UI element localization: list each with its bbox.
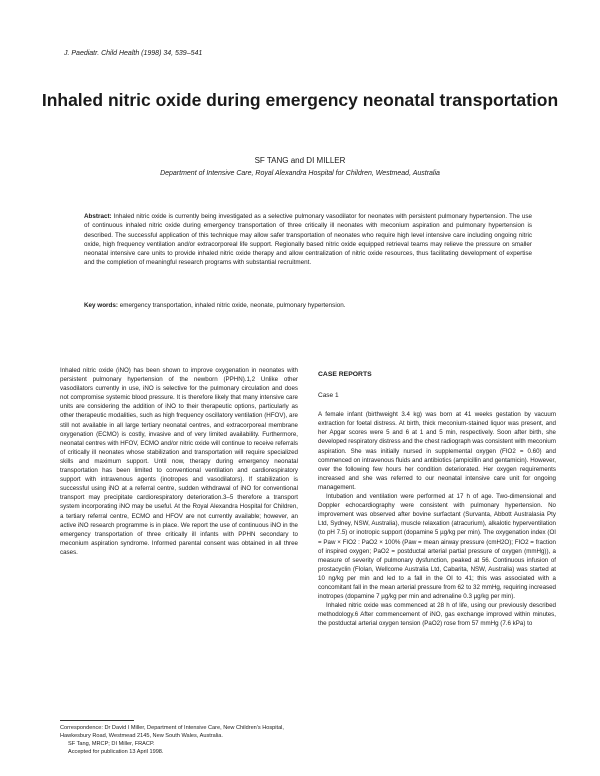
case-1-paragraph-1: A female infant (birthweight 3.4 kg) was born at 41 weeks gestation by vacuum extraction for foetal distress. At birth, thick meconium-stained liquor was present, and her Apgar scores were 5 and 6 at 1 and 5 min, respectively. Soon after birth, she developed respiratory distress and the chest radiograph was consistent with meconium aspiration. She was initially nursed in supplemental oxygen (FIO2 = 0.60) and commenced on intravenous fluids and antibiotics (ampicillin and gentamicin). However, over the following few hours her condition deteriorated. Her oxygen requirements increased and she was referred to our neonatal intensive care unit for ongoing management. (318, 411, 556, 491)
intro-paragraph: Inhaled nitric oxide (iNO) has been shown to improve oxygenation in neonates with persistent pulmonary hypertension of the newborn (PPHN).1,2 Unlike other vasodilators currently in use, iNO is selective for the pulmonary circulation and does not compromise systemic blood pressure. It is therefore likely that many intensive care units are considering the addition of iNO to their therapeutic options, particularly as other therapeutic modalities, such as high frequency oscillatory ventilation (HFOV), are still not available in all large tertiary neonatal centres, and extracorporeal membrane oxygenation (ECMO) is costly, invasive and of very limited availability. Furthermore, neonatal centres with HFOV, ECMO and/or nitric oxide will continue to receive referrals of critically ill neonates whose stabilization and transportation will require specialized skills and maximum support. Until now, therapy during emergency neonatal transportation has been limited to conventional ventilation and cardiorespiratory support with intravenous agents (inotropes and vasodilators). If stabilization is successful using iNO at a referral centre, sudden withdrawal of iNO for conventional transport may precipitate cardiorespiratory deterioration.3–5 therefore a transport system incorporating iNO may be useful. At the Royal Alexandra Hospital for Children, a tertiary referral centre, ECMO and HFOV are not currently available; however, an active iNO research programme is in place. We report the use of continuous iNO in the emergency transportation of three critically ill infants with PPHN secondary to meconium aspiration syndrome. Informed parental consent was obtained in all three cases. (60, 367, 298, 556)
body-left-column (60, 366, 298, 557)
case-1-paragraph-3: Inhaled nitric oxide was commenced at 28 h of life, using our previously described methodology.6 After commencement of iNO, gas exchange improved within minutes, the postductal arterial oxygen tension (PaO2) rose from 57 mmHg (7.6 kPa) to (318, 602, 556, 628)
footnote (60, 724, 298, 756)
case-reports-heading: CASE REPORTS (318, 371, 372, 378)
keywords-text: emergency transportation, inhaled nitric oxide, neonate, pulmonary hypertension. (119, 302, 346, 309)
footnote-divider (60, 720, 134, 721)
affiliation: Department of Intensive Care, Royal Alexandra Hospital for Children, Westmead, Australia (160, 170, 440, 177)
keywords (84, 301, 532, 310)
abstract (84, 212, 532, 268)
footnote-authors: SF Tang, MRCP; DI Miller, FRACP. (68, 741, 155, 747)
abstract-label: Abstract: (84, 213, 112, 220)
keywords-label: Key words: (84, 302, 118, 309)
footnote-accepted: Accepted for publication 13 April 1998. (68, 749, 164, 755)
authors: SF TANG and DI MILLER (254, 156, 346, 165)
body-right-column (318, 370, 556, 628)
article-title: Inhaled nitric oxide during emergency neonatal transportation (41, 90, 559, 110)
footnote-correspondence: Correspondence: Dr David I Miller, Department of Intensive Care, New Children's Hospital, Hawkesbury Road, Westmead 2145, New South Wales, Australia. (60, 725, 284, 739)
case-1-paragraph-2: Intubation and ventilation were performed at 17 h of age. Two-dimensional and Doppler echocardiography were consistent with pulmonary hypertension. No improvement was observed after bovine surfactant (Survanta, Abbott Australasia Pty Ltd, Sydney, NSW, Australia), muscle relaxation (atracurium), alkalotic hyperventilation (to pH 7.5) or inotropic support (dopamine 5 µg/kg per min). The oxygenation index (OI = Paw × FIO2 : PaO2 × 100% (Paw = mean airway pressure (cmH2O); FIO2 = fraction of inspired oxygen; PaO2 = postductal arterial partial pressure of oxygen (mmHg)), a measure of severity of pulmonary dysfunction, peaked at 56. Continuous infusion of prostacyclin (Flolan, Wellcome Australia Ltd, Cabarita, NSW, Australia) was started at 10 ng/kg per min and led to a fall in the OI to 41; this was associated with a concomitant fall in the mean arterial pressure from 62 to 32 mmHg, requiring increased inotropes (dopamine 7 µg/kg per min and adrenaline 0.3 µg/kg per min). (318, 493, 556, 601)
journal-citation: J. Paediatr. Child Health (1998) 34, 539–541 (64, 50, 203, 57)
abstract-text: Inhaled nitric oxide is currently being investigated as a selective pulmonary vasodilator for neonates with persistent pulmonary hypertension. The use of continuous inhaled nitric oxide during emergency transportation of three critically ill neonates with meconium aspiration and pulmonary hypertension is described. The successful application of this technique may allow safer transportation of neonates who require high level intensive care including ongoing nitric oxide, high frequency ventilation and/or extracorporeal life support. Regionally based nitric oxide equipped retrieval teams may relieve the pressure on smaller neonatal intensive care units to provide inhaled nitric oxide therapy and allow centralization of nitric oxide resources, thus facilitating development of expertise and the completion of meaningful research programs with substantial recruitment. (84, 213, 532, 267)
case-1-heading: Case 1 (318, 392, 339, 400)
